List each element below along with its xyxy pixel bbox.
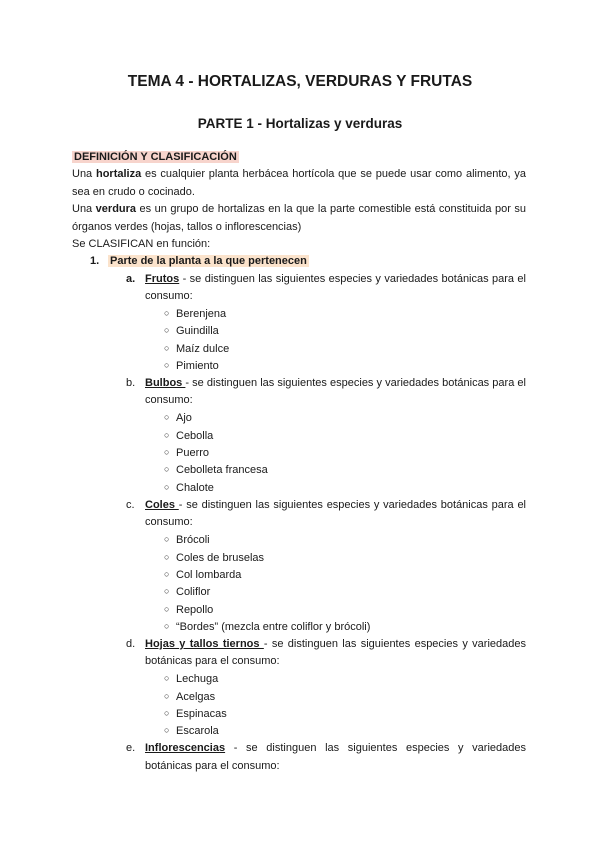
circle-bullet-icon: ○ <box>164 534 170 544</box>
item-text: Col lombarda <box>176 569 242 581</box>
criterion-label: Parte de la planta a la que pertenecen <box>110 255 307 267</box>
classify-intro: Se CLASIFICAN en función: <box>72 238 211 250</box>
definition-hortaliza-line2: sea en crudo o cocinado. <box>72 186 195 198</box>
category-rest: - se distinguen las siguientes especies y variedades <box>225 742 526 754</box>
category-letter: d. <box>126 638 136 650</box>
list-item <box>164 706 227 721</box>
list-item <box>164 462 268 477</box>
item-text: Escarola <box>176 725 219 737</box>
circle-bullet-icon: ○ <box>164 412 170 422</box>
category-name-bulbos: Bulbos <box>145 377 186 389</box>
item-text: Pimiento <box>176 360 219 372</box>
category-line2: botánicas para el consumo: <box>145 655 280 667</box>
circle-bullet-icon: ○ <box>164 708 170 718</box>
list-item <box>164 445 209 460</box>
category-rest: - se distinguen las siguientes especies y variedades botánicas para el <box>179 273 526 285</box>
criterion-line <box>108 254 309 268</box>
category-line1 <box>145 376 526 390</box>
list-item <box>164 567 241 582</box>
criterion-number: 1. <box>90 255 100 267</box>
category-rest: - se distinguen las siguientes especies y variedades botánicas para el <box>178 499 527 511</box>
circle-bullet-icon: ○ <box>164 552 170 562</box>
item-text: Espinacas <box>176 708 227 720</box>
definition-verdura-line2: órganos verdes (hojas, tallos o inflorescencias) <box>72 221 302 233</box>
item-text: Ajo <box>176 412 192 424</box>
list-item <box>164 341 229 356</box>
list-item <box>164 619 370 634</box>
category-name-frutos: Frutos <box>145 273 180 285</box>
circle-bullet-icon: ○ <box>164 464 170 474</box>
section-heading: DEFINICIÓN Y CLASIFICACIÓN <box>74 151 237 163</box>
item-text: “Bordes” (mezcla entre coliflor y brócoli) <box>176 621 371 633</box>
text-rest: es un grupo de hortalizas en la que la parte comestible está constituida por su <box>136 203 526 215</box>
category-rest: - se distinguen las siguientes especies y variedades <box>263 638 526 650</box>
item-text: Maíz dulce <box>176 343 230 355</box>
circle-bullet-icon: ○ <box>164 325 170 335</box>
category-letter: b. <box>126 377 136 389</box>
list-item <box>164 480 214 495</box>
list-item <box>164 689 215 704</box>
text-prefix: Una <box>72 168 96 180</box>
category-name-inflorescencias: Inflorescencias <box>145 742 226 754</box>
section-heading-line <box>72 150 239 164</box>
category-letter: e. <box>126 742 136 754</box>
list-item <box>164 532 210 547</box>
circle-bullet-icon: ○ <box>164 586 170 596</box>
category-name-coles: Coles <box>145 499 179 511</box>
item-text: Cebolla <box>176 430 214 442</box>
definition-verdura-line1 <box>72 202 526 216</box>
list-item <box>164 723 219 738</box>
circle-bullet-icon: ○ <box>164 360 170 370</box>
category-rest: - se distinguen las siguientes especies y variedades botánicas para el <box>185 377 526 389</box>
document-title: TEMA 4 - HORTALIZAS, VERDURAS Y FRUTAS <box>127 73 473 90</box>
category-line2: consumo: <box>145 516 193 528</box>
list-item <box>164 323 219 338</box>
list-item <box>164 550 264 565</box>
item-text: Guindilla <box>176 325 219 337</box>
circle-bullet-icon: ○ <box>164 604 170 614</box>
list-item <box>164 306 226 321</box>
item-text: Acelgas <box>176 691 216 703</box>
item-text: Coliflor <box>176 586 211 598</box>
category-line1 <box>145 637 526 651</box>
item-text: Cebolleta francesa <box>176 464 268 476</box>
category-line1 <box>145 272 526 286</box>
category-line1 <box>145 498 526 512</box>
category-letter: c. <box>126 499 135 511</box>
circle-bullet-icon: ○ <box>164 725 170 735</box>
category-line1 <box>145 741 526 755</box>
circle-bullet-icon: ○ <box>164 673 170 683</box>
circle-bullet-icon: ○ <box>164 343 170 353</box>
category-letter: a. <box>126 273 136 285</box>
category-name-hojas-tallos: Hojas y tallos tiernos <box>145 638 264 650</box>
term-verdura: verdura <box>95 203 137 215</box>
list-item <box>164 358 219 373</box>
item-text: Coles de bruselas <box>176 552 265 564</box>
item-text: Chalote <box>176 482 214 494</box>
category-line2: consumo: <box>145 394 193 406</box>
circle-bullet-icon: ○ <box>164 691 170 701</box>
item-text: Lechuga <box>176 673 219 685</box>
term-hortaliza: hortaliza <box>95 168 142 180</box>
list-item <box>164 671 218 686</box>
circle-bullet-icon: ○ <box>164 482 170 492</box>
circle-bullet-icon: ○ <box>164 430 170 440</box>
circle-bullet-icon: ○ <box>164 308 170 318</box>
list-item <box>164 584 210 599</box>
circle-bullet-icon: ○ <box>164 447 170 457</box>
item-text: Brócoli <box>176 534 210 546</box>
item-text: Repollo <box>176 604 214 616</box>
category-line2: consumo: <box>145 290 193 302</box>
list-item <box>164 410 192 425</box>
circle-bullet-icon: ○ <box>164 569 170 579</box>
item-text: Berenjena <box>176 308 227 320</box>
definition-hortaliza-line1 <box>72 167 526 181</box>
circle-bullet-icon: ○ <box>164 621 170 631</box>
text-prefix: Una <box>72 203 96 215</box>
category-line2: botánicas para el consumo: <box>145 760 280 772</box>
section-subtitle: PARTE 1 - Hortalizas y verduras <box>197 116 403 131</box>
item-text: Puerro <box>176 447 210 459</box>
list-item <box>164 602 213 617</box>
list-item <box>164 428 213 443</box>
text-rest: es cualquier planta herbácea hortícola que se puede usar como alimento, ya <box>141 168 526 180</box>
